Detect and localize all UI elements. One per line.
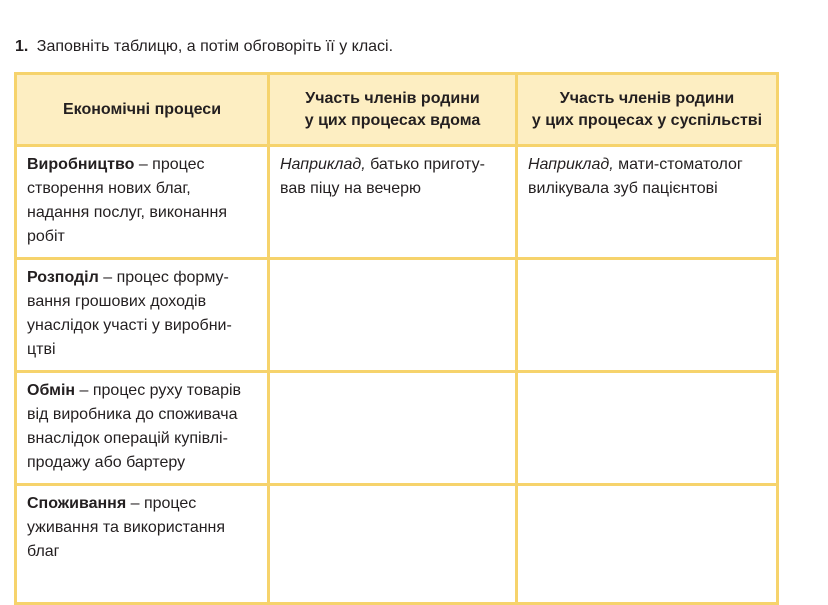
task-heading xyxy=(15,37,393,57)
society-cell[interactable] xyxy=(517,146,778,259)
example-text: батько приготу-вав піцу на вечерю xyxy=(280,156,485,197)
process-cell xyxy=(16,372,269,485)
example-prefix: Наприклад, xyxy=(528,156,614,173)
table-row xyxy=(16,372,778,485)
society-cell[interactable] xyxy=(517,485,778,604)
header-society-line1: Участь членів родини xyxy=(559,89,735,107)
task-number: 1. xyxy=(15,38,29,55)
process-definition: – процес форму-вання грошових доходів унаслідок участі у виробни-цтві xyxy=(27,269,232,358)
table-row xyxy=(16,146,778,259)
process-term: Споживання xyxy=(27,495,127,512)
header-home-line2: у цих процесах вдома xyxy=(304,111,481,129)
home-cell[interactable] xyxy=(269,259,517,372)
society-cell[interactable] xyxy=(517,372,778,485)
example-prefix: Наприклад, xyxy=(280,156,366,173)
process-definition: – процес руху товарів від виробника до споживача внаслідок операцій купівлі-продажу або бартеру xyxy=(27,382,242,471)
process-definition: – процес уживання та використання благ xyxy=(27,495,226,560)
economic-processes-table xyxy=(14,72,779,605)
home-cell[interactable] xyxy=(269,372,517,485)
task-text: Заповніть таблицю, а потім обговоріть її у класі. xyxy=(36,38,394,55)
process-term: Розподіл xyxy=(27,269,99,286)
table-row xyxy=(16,259,778,372)
header-society-participation xyxy=(517,74,778,146)
table-header-row xyxy=(16,74,778,146)
example-text: мати-стоматолог вилікувала зуб пацієнтові xyxy=(528,156,743,197)
society-cell[interactable] xyxy=(517,259,778,372)
process-cell xyxy=(16,146,269,259)
header-home-participation xyxy=(269,74,517,146)
process-term: Виробництво xyxy=(27,156,135,173)
header-home-line1: Участь членів родини xyxy=(305,89,480,107)
process-cell xyxy=(16,259,269,372)
home-cell[interactable] xyxy=(269,146,517,259)
table-row xyxy=(16,485,778,604)
header-economic-processes: Економічні процеси xyxy=(16,74,269,146)
process-definition: – процес створення нових благ, надання послуг, виконання робіт xyxy=(27,156,228,245)
header-society-line2: у цих процесах у суспільстві xyxy=(531,111,763,129)
process-cell xyxy=(16,485,269,604)
process-term: Обмін xyxy=(27,382,76,399)
home-cell[interactable] xyxy=(269,485,517,604)
